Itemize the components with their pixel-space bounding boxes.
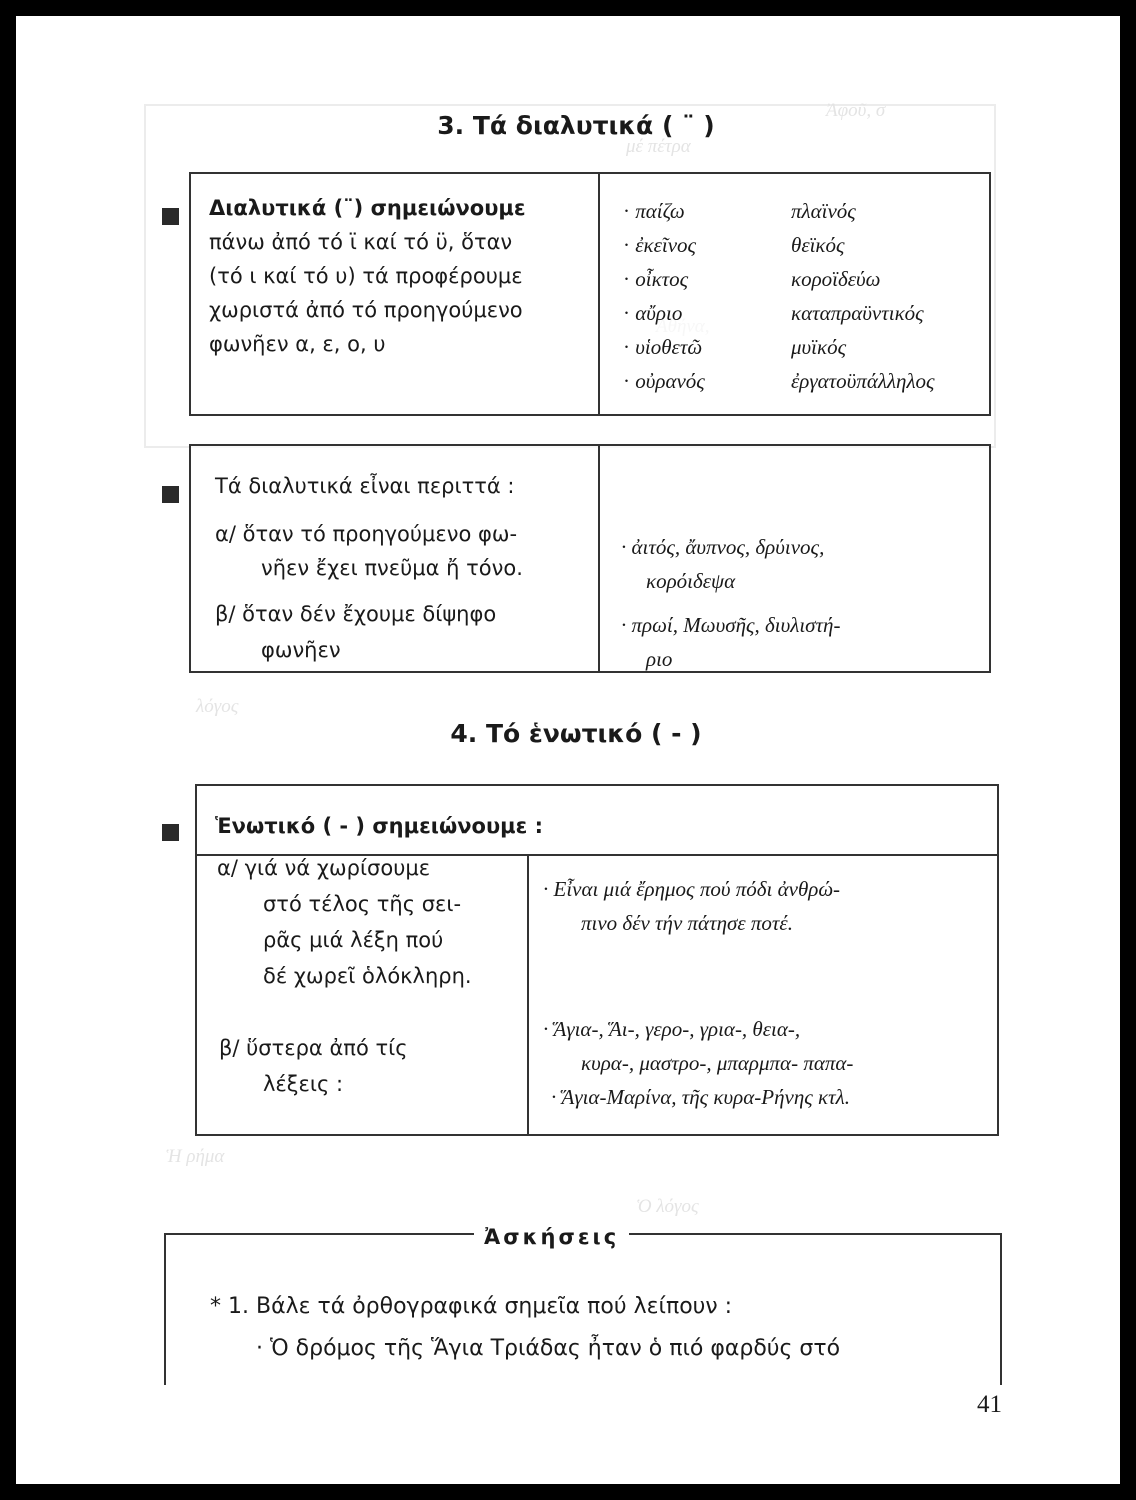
example-word: θεϊκός	[791, 233, 845, 257]
rule-line: φωνῆεν	[261, 638, 341, 662]
hyphen-rule-box	[195, 784, 999, 1136]
example-word: καταπραϋντικός	[791, 301, 924, 325]
box-heading: Τά διαλυτικά εἶναι περιττά :	[215, 474, 515, 498]
rule-line: λέξεις :	[263, 1072, 344, 1096]
rule-line: β/ ὕστερα ἀπό τίς	[219, 1036, 408, 1060]
rule-line: (τό ι καί τό υ) τά προφέρουμε	[209, 264, 523, 288]
example-line: κορόιδεψα	[646, 569, 736, 593]
superfluous-diaeresis-box	[189, 444, 991, 673]
example-line: · Ἅγια-, Ἅι-, γερο-, γρια-, θεια-,	[543, 1017, 801, 1041]
rule-line: νῆεν ἔχει πνεῦμα ἤ τόνο.	[261, 556, 523, 580]
example-line: πινο δέν τήν πάτησε ποτέ.	[581, 911, 793, 935]
diaeresis-rule-box	[189, 172, 991, 416]
column-divider	[527, 854, 529, 1134]
rule-line: δέ χωρεῖ ὁλόκληρη.	[263, 964, 472, 988]
example-word: · υἱοθετῶ	[623, 335, 703, 359]
example-line: κυρα-, μαστρο-, μπαρμπα- παπα-	[581, 1051, 854, 1075]
rule-line: χωριστά ἀπό τό προηγούμενο	[209, 298, 523, 322]
rule-line: α/ ὅταν τό προηγούμενο φω-	[215, 522, 518, 546]
book-page	[16, 16, 1120, 1484]
example-line: · Εἶναι μιά ἔρημος πού πόδι ἀνθρώ-	[543, 877, 840, 901]
section-3-title: 3. Τά διαλυτικά ( ¨ )	[437, 111, 715, 140]
rule-line: ρᾶς μιά λέξη πού	[263, 928, 444, 952]
exercise-item: · Ὁ δρόμος τῆς Ἅγια Τριάδας ἦταν ὁ πιό φαρδύς στό	[256, 1336, 841, 1361]
page-number: 41	[977, 1391, 1002, 1418]
example-word: πλαϊνός	[791, 199, 856, 223]
exercises-title: Ἀσκήσεις	[474, 1225, 629, 1249]
section-4-title: 4. Τό ἑνωτικό ( - )	[450, 719, 702, 748]
bleed-through-text: Ἀφοῦ, σ	[826, 100, 886, 121]
example-word: · αὔριο	[623, 301, 683, 325]
rule-line: φωνῆεν α, ε, ο, υ	[209, 332, 386, 356]
example-word: κοροϊδεύω	[791, 267, 881, 291]
example-line: · ἀιτός, ἄυπνος, δρύινος,	[621, 535, 825, 559]
example-word: · οὐρανός	[623, 369, 705, 393]
rule-line: β/ ὅταν δέν ἔχουμε δίψηφο	[215, 602, 497, 626]
rule-line: πάνω ἀπό τό ϊ καί τό ϋ, ὅταν	[209, 230, 513, 254]
example-word: ἐργατοϋπάλληλος	[791, 369, 935, 393]
rule-line: στό τέλος τῆς σει-	[263, 892, 462, 916]
bleed-through-text: μέ πέτρα	[626, 136, 691, 157]
example-line: · Ἅγια-Μαρίνα, τῆς κυρα-Ρήνης κτλ.	[551, 1085, 850, 1109]
bullet-square-icon	[162, 824, 179, 841]
bleed-through-text: λόγος	[196, 696, 239, 717]
bleed-through-text: Ὁ λόγος	[636, 1196, 699, 1217]
example-word: μυϊκός	[791, 335, 847, 359]
example-word: · ἐκεῖνος	[623, 233, 697, 257]
exercise-item: * 1. Βάλε τά ὀρθογραφικά σημεῖα πού λείπουν :	[210, 1294, 733, 1319]
example-line: · πρωί, Μωυσῆς, διυλιστή-	[621, 613, 841, 637]
column-divider	[598, 174, 600, 414]
example-word: · οἶκτος	[623, 267, 689, 291]
bullet-square-icon	[162, 486, 179, 503]
box-heading: Ἑνωτικό ( - ) σημειώνουμε :	[215, 814, 543, 838]
bullet-square-icon	[162, 208, 179, 225]
example-word: · παίζω	[623, 199, 685, 223]
column-divider	[598, 446, 600, 671]
rule-line: α/ γιά νά χωρίσουμε	[217, 856, 431, 880]
rule-line: Διαλυτικά (¨) σημειώνουμε	[209, 196, 526, 220]
example-line: ριο	[646, 647, 673, 671]
bleed-through-text: Ἡ ρήμα	[166, 1146, 225, 1167]
